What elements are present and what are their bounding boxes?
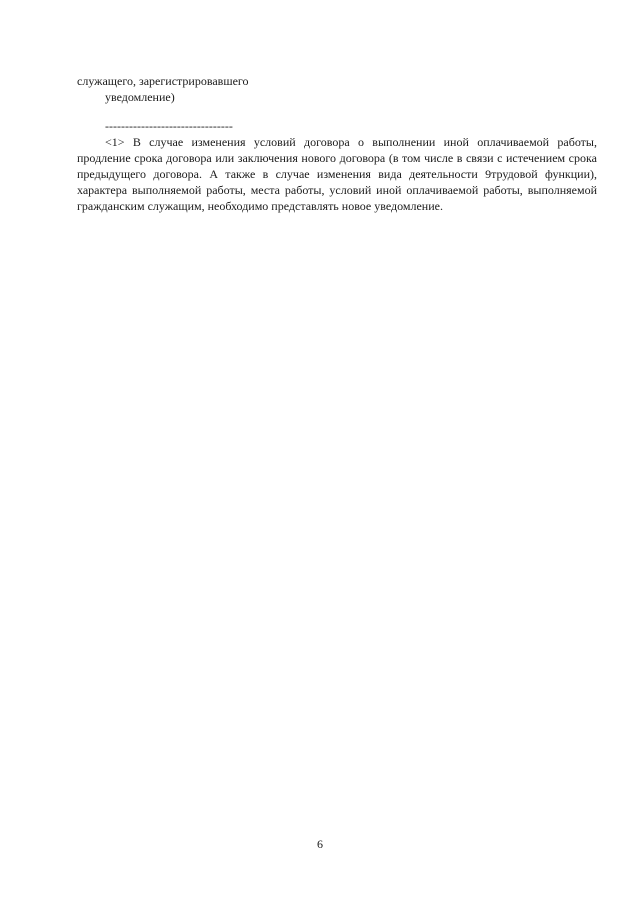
signature-caption-line-2: уведомление)	[105, 90, 175, 104]
footnote-separator: --------------------------------	[105, 119, 233, 133]
footnote-text: <1> В случае изменения условий договора о выполнении иной оплачиваемой работы, продление срока договора или заключения нового договора (в том числе в связи с истечением срока предыдущего договора. А также в случае изменения вида деятельности 9трудовой функции), характера выполняемой работы, места работы, условий иной оплачиваемой работы, выполняемой гражданским служащим, необходимо представлять новое уведомление.	[77, 135, 597, 213]
page-number: 6	[317, 837, 323, 851]
signature-caption-line-1: служащего, зарегистрировавшего	[77, 74, 249, 88]
